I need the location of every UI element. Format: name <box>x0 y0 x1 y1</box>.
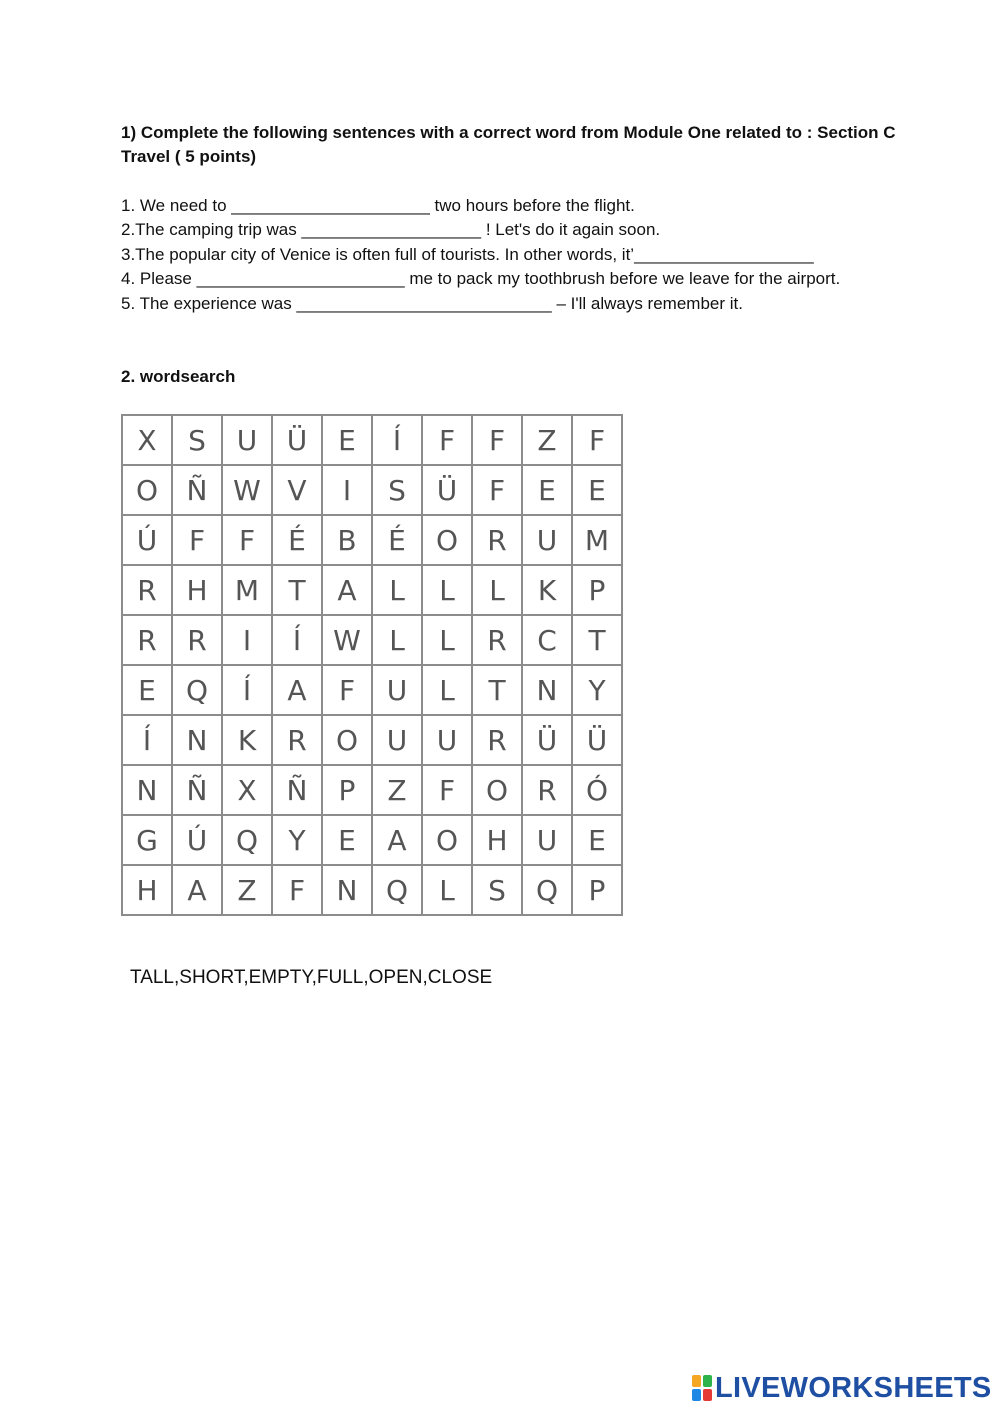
grid-cell[interactable]: É <box>373 516 423 566</box>
grid-cell[interactable]: N <box>523 666 573 716</box>
grid-cell[interactable]: W <box>223 466 273 516</box>
grid-cell[interactable]: U <box>523 816 573 866</box>
grid-cell[interactable]: Í <box>273 616 323 666</box>
grid-cell[interactable]: E <box>573 466 623 516</box>
grid-cell[interactable]: N <box>323 866 373 916</box>
grid-cell[interactable]: Ñ <box>173 466 223 516</box>
grid-cell[interactable]: Q <box>373 866 423 916</box>
grid-cell[interactable]: N <box>123 766 173 816</box>
grid-cell[interactable]: P <box>573 866 623 916</box>
grid-cell[interactable]: B <box>323 516 373 566</box>
grid-cell[interactable]: F <box>423 766 473 816</box>
grid-cell[interactable]: L <box>473 566 523 616</box>
grid-cell[interactable]: O <box>123 466 173 516</box>
grid-cell[interactable]: O <box>423 516 473 566</box>
grid-cell[interactable]: F <box>223 516 273 566</box>
grid-cell[interactable]: K <box>523 566 573 616</box>
grid-cell[interactable]: Z <box>223 866 273 916</box>
grid-cell[interactable]: Ü <box>523 716 573 766</box>
grid-cell[interactable]: S <box>173 416 223 466</box>
grid-cell[interactable]: M <box>573 516 623 566</box>
grid-cell[interactable]: F <box>273 866 323 916</box>
grid-cell[interactable]: H <box>123 866 173 916</box>
grid-cell[interactable]: Q <box>523 866 573 916</box>
grid-cell[interactable]: F <box>473 466 523 516</box>
grid-cell[interactable]: P <box>573 566 623 616</box>
grid-cell[interactable]: R <box>273 716 323 766</box>
grid-cell[interactable]: L <box>423 866 473 916</box>
grid-cell[interactable]: S <box>373 466 423 516</box>
grid-cell[interactable]: U <box>373 716 423 766</box>
sentence-4: 4. Please ______________________ me to pack my toothbrush before we leave for the airport. <box>121 269 841 289</box>
grid-cell[interactable]: E <box>323 416 373 466</box>
grid-cell[interactable]: A <box>173 866 223 916</box>
grid-cell[interactable]: E <box>573 816 623 866</box>
grid-cell[interactable]: O <box>473 766 523 816</box>
grid-cell[interactable]: S <box>473 866 523 916</box>
grid-cell[interactable]: U <box>423 716 473 766</box>
word-list: TALL,SHORT,EMPTY,FULL,OPEN,CLOSE <box>130 967 493 988</box>
grid-cell[interactable]: F <box>323 666 373 716</box>
grid-cell[interactable]: R <box>473 716 523 766</box>
section-1-title: 1) Complete the following sentences with a correct word from Module One related to : Section C Travel ( 5 points) <box>121 123 896 166</box>
logo-square-3 <box>692 1389 701 1401</box>
grid-cell[interactable]: R <box>123 616 173 666</box>
liveworksheets-logo-icon <box>692 1375 712 1401</box>
grid-cell[interactable]: A <box>373 816 423 866</box>
grid-cell[interactable]: U <box>523 516 573 566</box>
grid-cell[interactable]: Ñ <box>173 766 223 816</box>
grid-cell[interactable]: U <box>223 416 273 466</box>
grid-cell[interactable]: É <box>273 516 323 566</box>
sentence-5: 5. The experience was ___________________________ – I'll always remember it. <box>121 293 743 313</box>
grid-cell[interactable]: R <box>173 616 223 666</box>
grid-cell[interactable]: Z <box>523 416 573 466</box>
grid-cell[interactable]: K <box>223 716 273 766</box>
grid-cell[interactable]: G <box>123 816 173 866</box>
grid-cell[interactable]: Q <box>173 666 223 716</box>
grid-cell[interactable]: L <box>373 616 423 666</box>
grid-cell[interactable]: U <box>373 666 423 716</box>
grid-cell[interactable]: L <box>423 566 473 616</box>
grid-cell[interactable]: P <box>323 766 373 816</box>
grid-cell[interactable]: L <box>373 566 423 616</box>
grid-cell[interactable]: Í <box>123 716 173 766</box>
grid-cell[interactable]: I <box>223 616 273 666</box>
logo-square-1 <box>692 1375 701 1387</box>
logo-square-2 <box>703 1375 712 1387</box>
grid-cell[interactable]: Í <box>373 416 423 466</box>
grid-cell[interactable]: A <box>273 666 323 716</box>
grid-cell[interactable]: Ü <box>573 716 623 766</box>
grid-cell[interactable]: C <box>523 616 573 666</box>
grid-cell[interactable]: I <box>323 466 373 516</box>
grid-cell[interactable]: Í <box>223 666 273 716</box>
grid-cell[interactable]: Z <box>373 766 423 816</box>
sentence-list <box>121 194 891 316</box>
grid-cell[interactable]: F <box>173 516 223 566</box>
brand-name: LIVEWORKSHEETS <box>715 1371 992 1404</box>
grid-cell[interactable]: H <box>473 816 523 866</box>
grid-cell[interactable]: F <box>423 416 473 466</box>
grid-cell[interactable]: Ü <box>273 416 323 466</box>
grid-cell[interactable]: Ó <box>573 766 623 816</box>
sentence-3: 3.The popular city of Venice is often full of tourists. In other words, it’___________________ <box>121 244 814 264</box>
grid-cell[interactable]: Q <box>223 816 273 866</box>
grid-cell[interactable]: X <box>123 416 173 466</box>
grid-cell[interactable]: O <box>423 816 473 866</box>
sentence-1: 1. We need to _____________________ two hours before the flight. <box>121 196 635 215</box>
grid-cell[interactable]: R <box>473 516 523 566</box>
grid-cell[interactable]: X <box>223 766 273 816</box>
grid-cell[interactable]: E <box>123 666 173 716</box>
grid-cell[interactable]: L <box>423 616 473 666</box>
grid-cell[interactable]: W <box>323 616 373 666</box>
wordsearch-grid <box>121 414 623 916</box>
grid-cell[interactable]: Ú <box>123 516 173 566</box>
grid-cell[interactable]: R <box>123 566 173 616</box>
grid-cell[interactable]: F <box>573 416 623 466</box>
grid-cell[interactable]: R <box>473 616 523 666</box>
grid-cell[interactable]: M <box>223 566 273 616</box>
grid-cell[interactable]: Y <box>273 816 323 866</box>
grid-cell[interactable]: T <box>473 666 523 716</box>
grid-cell[interactable]: O <box>323 716 373 766</box>
wordsearch-title: 2. wordsearch <box>121 367 236 386</box>
grid-cell[interactable]: T <box>273 566 323 616</box>
grid-cell[interactable]: V <box>273 466 323 516</box>
grid-cell[interactable]: E <box>323 816 373 866</box>
grid-cell[interactable]: R <box>523 766 573 816</box>
liveworksheets-brand <box>692 1372 992 1404</box>
grid-cell[interactable]: Ü <box>423 466 473 516</box>
grid-cell[interactable]: T <box>573 616 623 666</box>
grid-cell[interactable]: L <box>423 666 473 716</box>
logo-square-4 <box>703 1389 712 1401</box>
grid-cell[interactable]: F <box>473 416 523 466</box>
grid-cell[interactable]: H <box>173 566 223 616</box>
grid-cell[interactable]: E <box>523 466 573 516</box>
grid-cell[interactable]: A <box>323 566 373 616</box>
grid-cell[interactable]: Y <box>573 666 623 716</box>
grid-cell[interactable]: N <box>173 716 223 766</box>
sentence-2: 2.The camping trip was ___________________ ! Let's do it again soon. <box>121 220 661 240</box>
grid-cell[interactable]: Ú <box>173 816 223 866</box>
grid-cell[interactable]: Ñ <box>273 766 323 816</box>
